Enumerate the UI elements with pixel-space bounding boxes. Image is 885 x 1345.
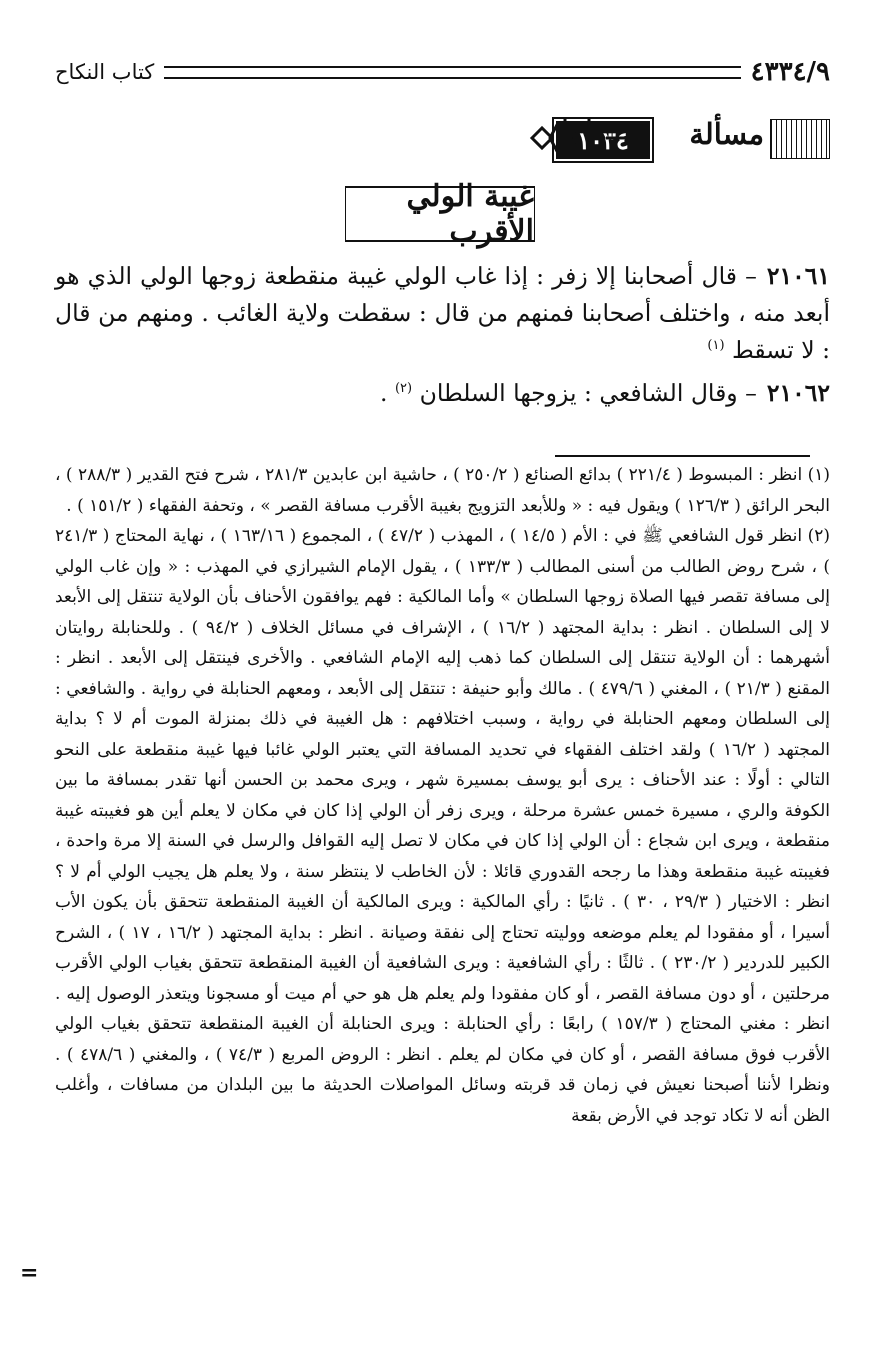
page-number: ٤٣٣٤/٩	[750, 57, 830, 87]
footnote-separator	[555, 455, 810, 457]
paragraph-number: ٢١٠٦٢	[766, 379, 830, 407]
paragraph-text: – قال أصحابنا إلا زفر : إذا غاب الولي غيبة منقطعة زوجها الولي الذي هو أبعد منه ، واختلف أصحابنا فمنهم من قال : سقطت ولاية الغائب . ومنهم من قال : لا تسقط	[55, 262, 830, 364]
footnote-ref[interactable]: (١)	[707, 338, 725, 354]
banner-hatch-ornament	[770, 119, 830, 159]
masala-label: مسألة	[689, 117, 764, 151]
paragraph-21062	[55, 375, 830, 412]
running-header-book-title: كتاب النكاح	[55, 60, 155, 84]
paragraph-number: ٢١٠٦١	[766, 262, 830, 290]
section-title: غيبة الولي الأقرب	[345, 186, 535, 242]
geometric-ornament-icon	[528, 113, 626, 163]
footnote-2: (٢) انظر قول الشافعي ﷺ في : الأم ( ١٤/٥ ) ، المهذب ( ٤٧/٢ ) ، المجموع ( ١٦٣/١٦ ) ، نهاية المحتاج ( ٢٤١/٣ ) ، شرح روض الطالب من أسنى المطالب ( ١٣٣/٣ ) ، يقول الإمام الشيرازي في المهذب : « وإن غاب الولي إلى مسافة تقصر فيها الصلاة زوجها السلطان » وأما المالكية : فهم يوافقون الأحناف بأن الولاية تنتقل إلى الأبعد لا إلى السلطان . انظر : بداية المجتهد ( ١٦/٢ ) ، الإشراف في مسائل الخلاف ( ٩٤/٢ ) . وللحنابلة روايتان أشهرهما : أن الولاية تنتقل إلى السلطان كما ذهب إليه الإمام الشافعي . والأخرى فينتقل إلى الأبعد . انظر : المقنع ( ٢١/٣ ) ، المغني ( ٤٧٩/٦ ) . مالك وأبو حنيفة : تنتقل إلى الأبعد ، ومعهم الحنابلة في رواية . والشافعي : إلى السلطان ومعهم الحنابلة في رواية ، وسبب اختلافهم : هل الغيبة في ذلك بمنزلة الموت أم لا ؟ بداية المجتهد ( ١٦/٢ ) ولقد اختلف الفقهاء في تحديد المسافة التي يعتبر الولي غائبا فيها غيبة منقطعة على النحو التالي : أولًا : عند الأحناف : يرى أبو يوسف بمسيرة شهر ، ويرى محمد بن الحسن أنها تقدر بمسافة ما بين الكوفة والري ، مسيرة خمس عشرة مرحلة ، ويرى زفر أن الولي إذا كان في مكان لا يعلم أين هو فغيبته غيبة منقطعة ، ويرى ابن شجاع : أن الولي إذا كان في مكان لا تصل إليه القوافل والرسل في السنة إلا مرة واحدة ، فغيبته غيبة منقطعة وهذا ما رجحه القدوري قائلا : لأن الخاطب لا ينتظر سنة ، ولا يعلم هل يجيب الولي أم لا ؟ انظر : الاختيار ( ٢٩/٣ ، ٣٠ ) . ثانيًا : رأي المالكية : ويرى المالكية أن الغيبة المنقطعة تتحقق بأن يكون الأب أسيرا ، أو مفقودا لم يعلم موضعه ووليته تحتاج إلى نفقة وصيانة . انظر : بداية المجتهد ( ١٦/٢ ، ١٧ ) ، الشرح الكبير للدردير ( ٢٣٠/٢ ) . ثالثًا : رأي الشافعية : ويرى الشافعية أن الغيبة المنقطعة تتحقق بغياب الولي الأقرب مرحلتين ، أو دون مسافة القصر ، أو كان مفقودا ولم يعلم هل هو حي أم ميت أو مسجونا ويتعذر الوصول إليه . انظر : مغني المحتاج ( ١٥٧/٣ ) رابعًا : رأي الحنابلة : ويرى الحنابلة أن الغيبة المنقطعة تتحقق بغياب الولي الأقرب فوق مسافة القصر ، أو كان في مكان لم يعلم . انظر : الروض المربع ( ٧٤/٣ ) ، والمغني ( ٤٧٨/٦ ) . ونظرا لأننا أصبحنا نعيش في زمان قد قربته وسائل المواصلات الحديثة ما بين البلدان من مسافات ، وأغلب الظن أنه لا تكاد توجد في الأرض بقعة	[55, 526, 831, 1126]
continuation-mark: =	[20, 1260, 39, 1286]
running-header-rule	[164, 66, 740, 79]
paragraph-21061	[55, 258, 830, 369]
footnotes	[55, 460, 830, 1131]
paragraph-tail: .	[379, 379, 395, 407]
footnote-ref[interactable]: (٢)	[394, 381, 413, 397]
paragraph-text: – وقال الشافعي : يزوجها السلطان	[419, 379, 757, 407]
masala-banner	[528, 113, 830, 163]
running-header	[55, 52, 830, 92]
footnote-1: (١) انظر : المبسوط ( ٢٢١/٤ ) بدائع الصنائع ( ٢٥٠/٢ ) ، حاشية ابن عابدين ٢٨١/٣ ، شرح فتح القدير ( ٢٨٨/٣ ) ، البحر الرائق ( ١٢٦/٣ ) ويقول فيه : « وللأبعد التزويج بغيبة الأقرب مسافة القصر » ، وتحفة الفقهاء ( ١٥١/٢ ) .	[55, 465, 830, 516]
masala-number: ١٠٣٤	[556, 121, 650, 159]
main-text	[55, 258, 830, 418]
